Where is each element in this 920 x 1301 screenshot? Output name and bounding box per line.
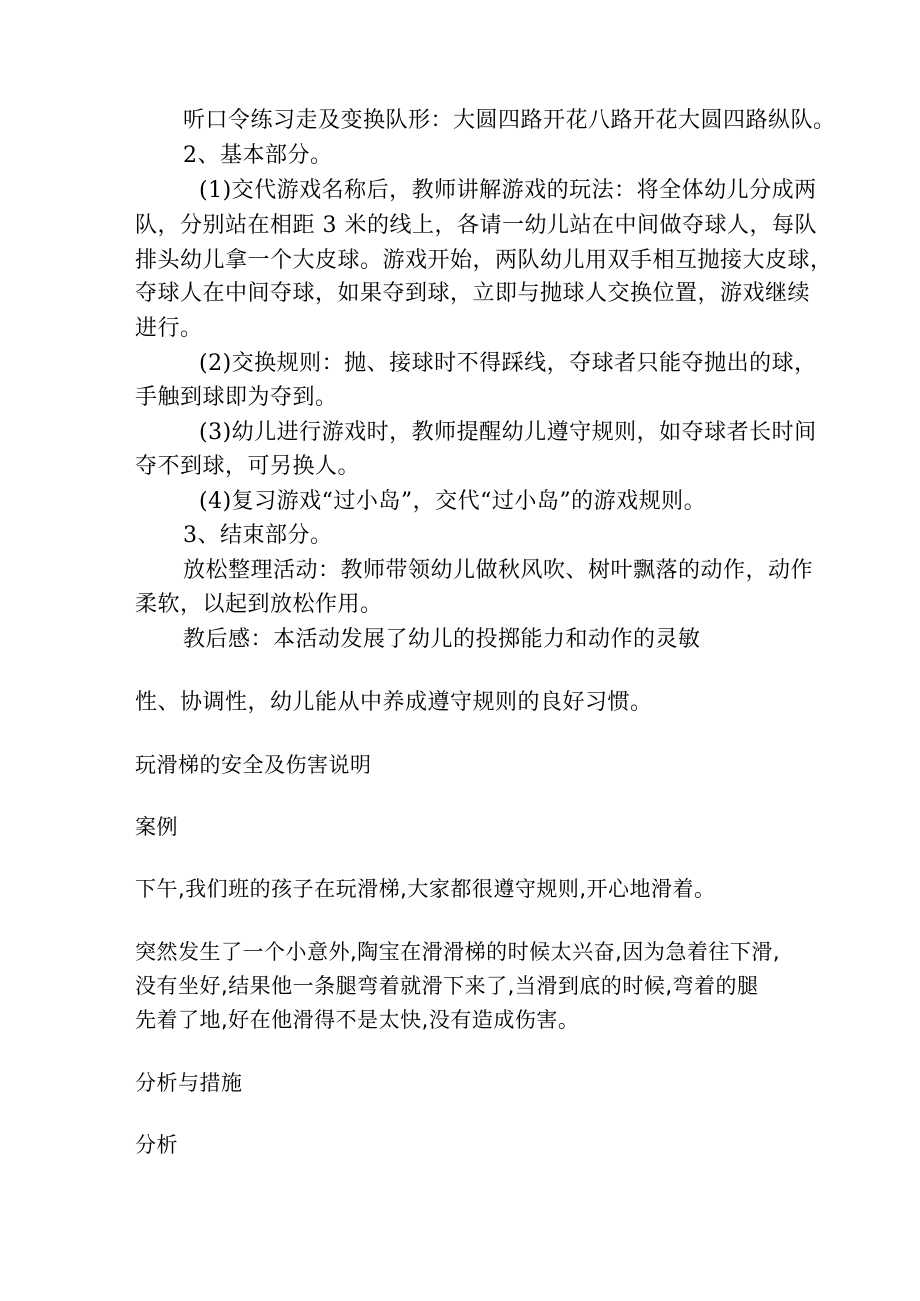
paragraph-line: 教后感：本活动发展了幼儿的投掷能力和动作的灵敏	[183, 627, 701, 652]
case-paragraph-line: 突然发生了一个小意外,陶宝在滑滑梯的时候太兴奋,因为急着往下滑,	[135, 940, 781, 964]
paragraph-line: (4)复习游戏“过小岛”，交代“过小岛”的游戏规则。	[199, 489, 707, 514]
paragraph-line: 柔软，以起到放松作用。	[135, 592, 383, 617]
paragraph-line: 性、协调性，幼儿能从中养成遵守规则的良好习惯。	[135, 690, 653, 715]
paragraph-line: 夺不到球，可另换人。	[135, 454, 361, 479]
paragraph-line: (1)交代游戏名称后，教师讲解游戏的玩法：将全体幼儿分成两	[199, 178, 817, 203]
article-title: 玩滑梯的安全及伤害说明	[135, 753, 372, 777]
case-heading: 案例	[135, 815, 178, 839]
section-heading-basic: 2、基本部分。	[183, 143, 333, 168]
paragraph-line: 排头幼儿拿一个大皮球。游戏开始，两队幼儿用双手相互抛接大皮球，	[135, 248, 833, 273]
section-heading-ending: 3、结束部分。	[183, 523, 333, 548]
paragraph-line: (2)交换规则：抛、接球时不得踩线，夺球者只能夺抛出的球，	[199, 351, 817, 376]
case-paragraph-line: 先着了地,好在他滑得不是太快,没有造成伤害。	[135, 1008, 580, 1032]
analysis-measures-heading: 分析与措施	[135, 1071, 243, 1095]
case-paragraph: 下午,我们班的孩子在玩滑梯,大家都很遵守规则,开心地滑着。	[135, 877, 716, 901]
paragraph-line: 夺球人在中间夺球，如果夺到球，立即与抛球人交换位置，游戏继续	[135, 281, 811, 306]
paragraph-line: 进行。	[135, 316, 203, 341]
paragraph-line: 手触到球即为夺到。	[135, 385, 338, 410]
paragraph-line: 听口令练习走及变换队形：大圆四路开花八路开花大圆四路纵队。	[183, 108, 836, 133]
paragraph-line: 队，分别站在相距 3 米的线上，各请一幼儿站在中间做夺球人，每队	[135, 213, 817, 238]
paragraph-line: 放松整理活动：教师带领幼儿做秋风吹、树叶飘落的动作，动作	[183, 558, 814, 583]
case-paragraph-line: 没有坐好,结果他一条腿弯着就滑下来了,当滑到底的时候,弯着的腿	[135, 974, 759, 998]
analysis-heading: 分析	[135, 1133, 178, 1157]
paragraph-line: (3)幼儿进行游戏时，教师提醒幼儿遵守规则，如夺球者长时间	[199, 420, 817, 445]
